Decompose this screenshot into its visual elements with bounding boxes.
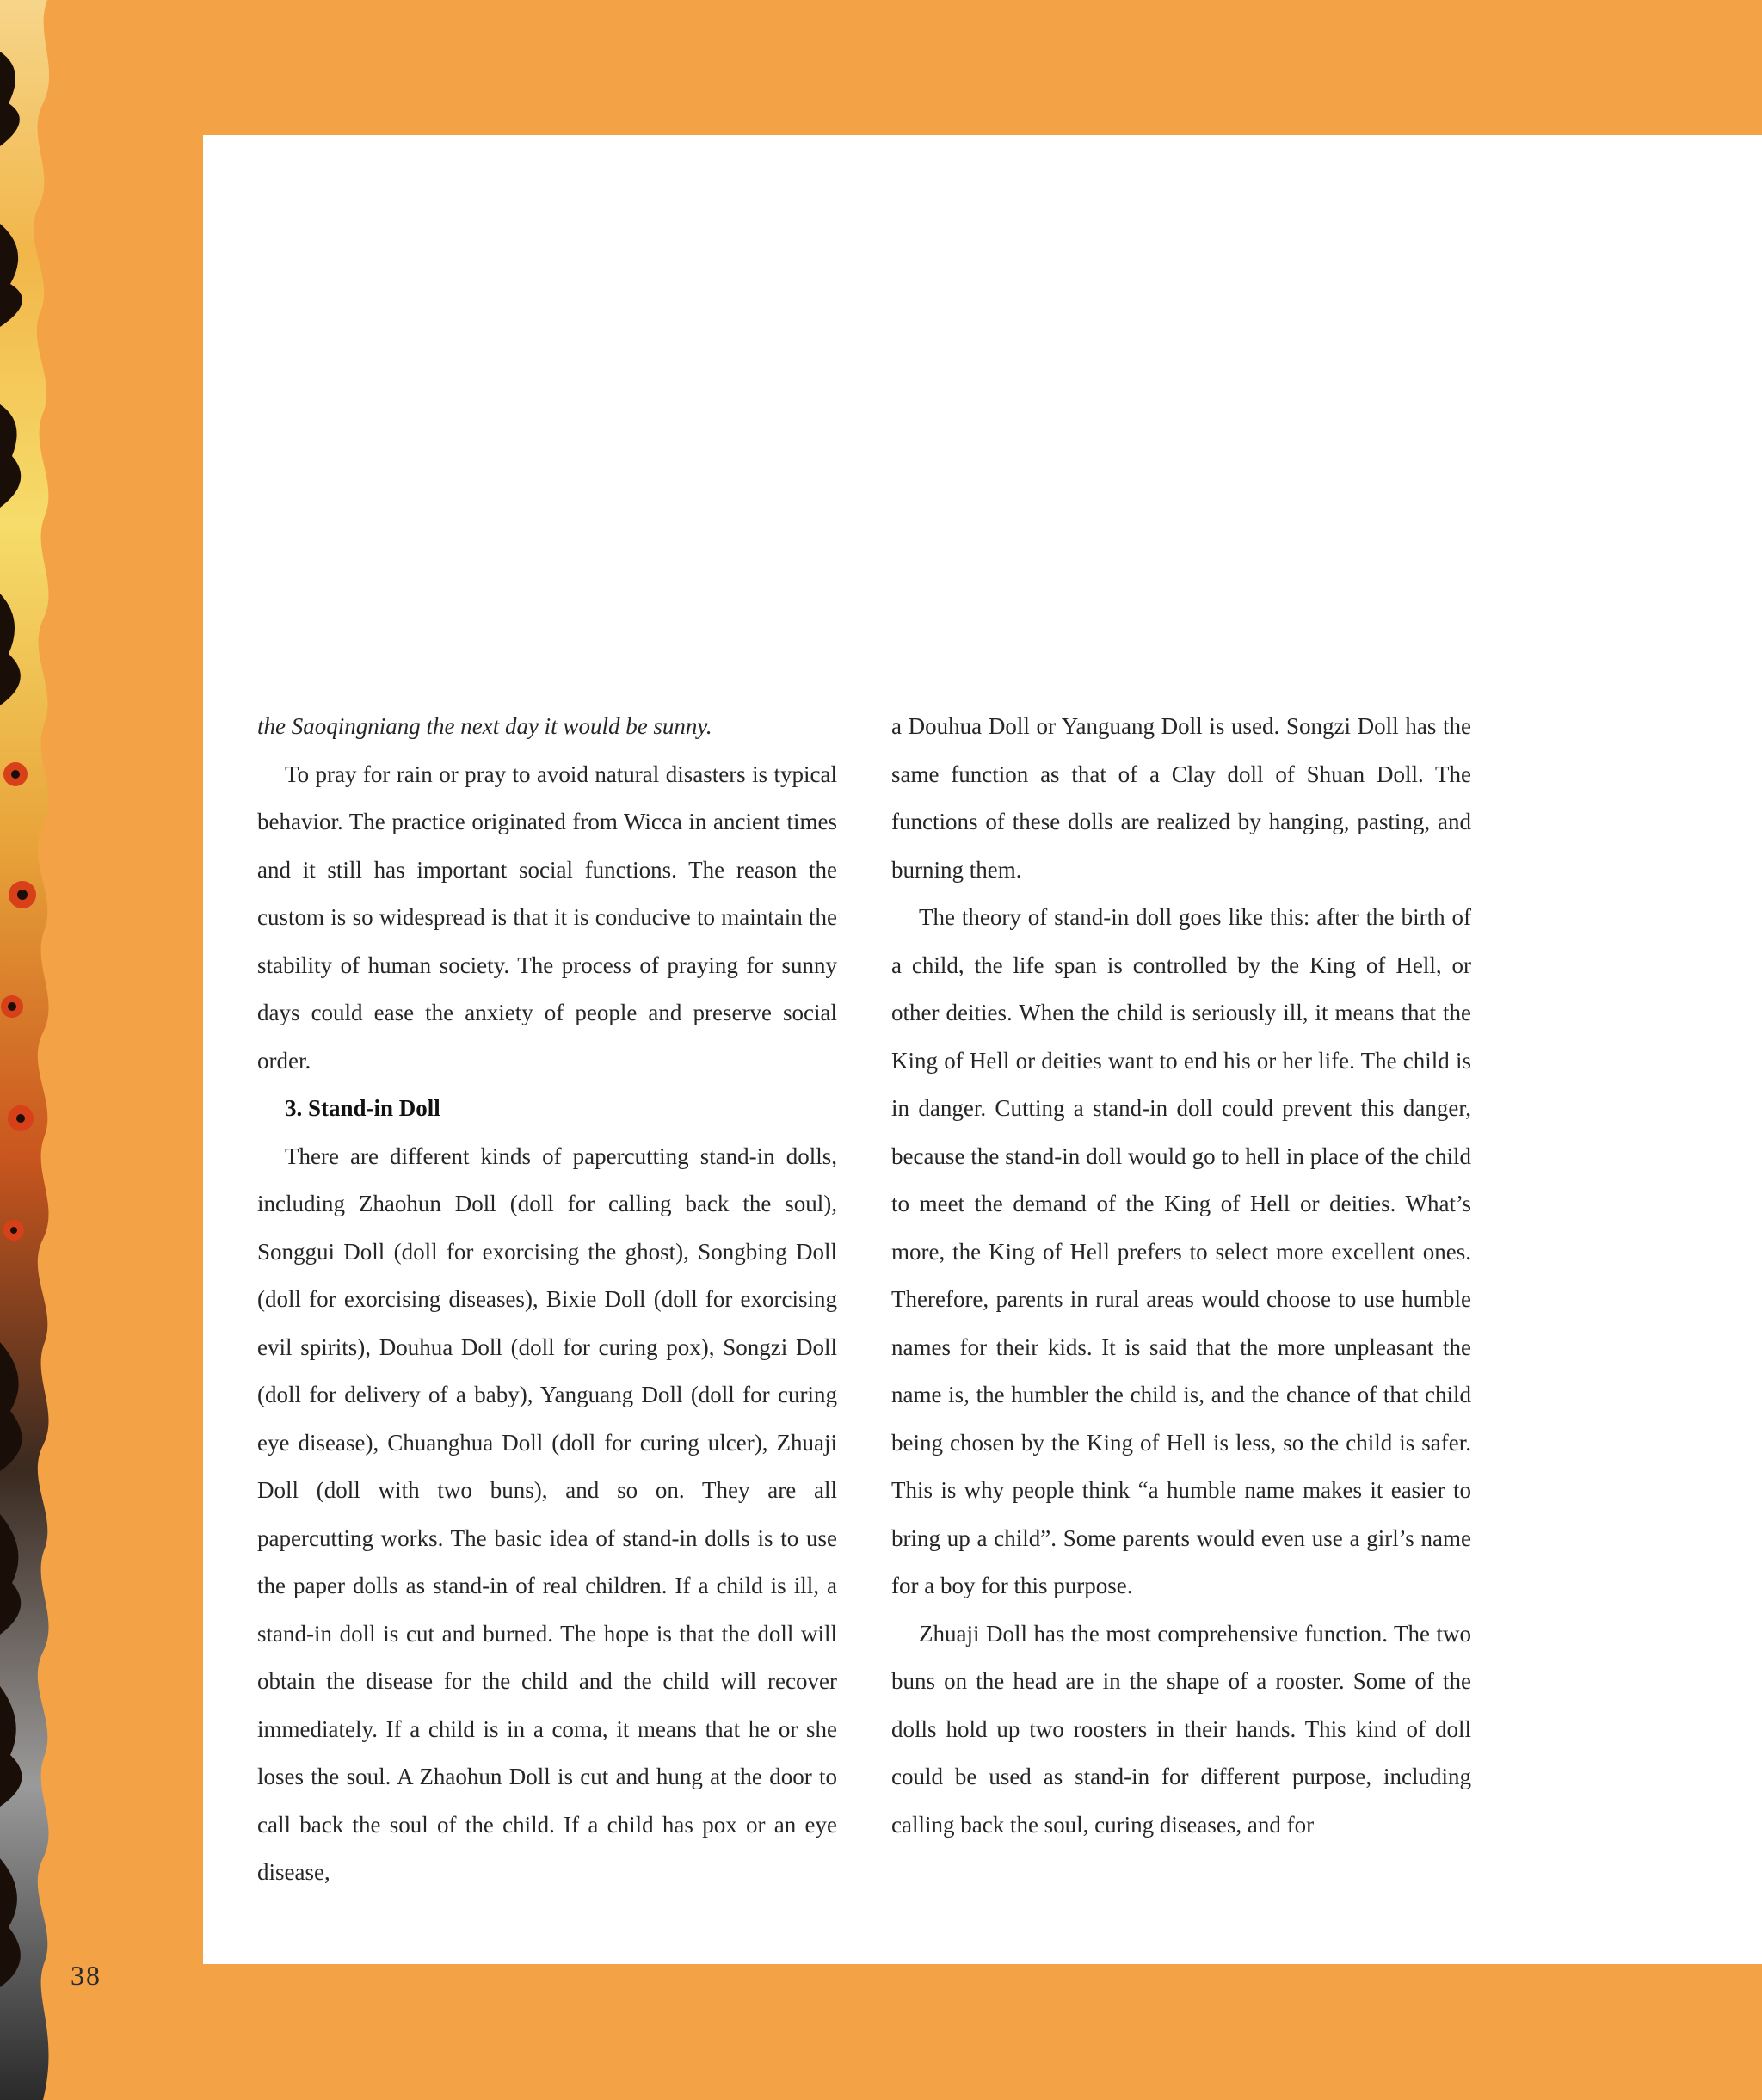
page-number: 38 [71, 1960, 102, 1991]
right-text-column [891, 703, 1471, 1849]
left-text-column [257, 703, 837, 1897]
papercut-flower-border-icon [0, 0, 62, 2100]
paragraph: There are different kinds of papercutting stand-in dolls, including Zhaohun Doll (doll for calling back the soul), Songgui Doll (doll for exorcising the ghost), Songbing Doll (doll for exorcising diseases), Bixie Doll (doll for exorcising evil spirits), Douhua Doll (doll for curing pox), Songzi Doll (doll for delivery of a baby), Yanguang Doll (doll for curing eye disease), Chuanghua Doll (doll for curing ulcer), Zhuaji Doll (doll with two buns), and so on. They are all papercutting works. The basic idea of stand-in dolls is to use the paper dolls as stand-in of real children. If a child is ill, a stand-in doll is cut and burned. The hope is that the doll will obtain the disease for the child and the child will recover immediately. If a child is in a coma, it means that he or she loses the soul. A Zhaohun Doll is cut and hung at the door to call back the soul of the child. If a child has pox or an eye disease, [257, 1142, 837, 1885]
section-heading: 3. Stand-in Doll [285, 1095, 440, 1121]
paragraph: a Douhua Doll or Yanguang Doll is used. Songzi Doll has the same function as that of a Clay doll of Shuan Doll. The functions of these dolls are realized by hanging, pasting, and burning them. [891, 713, 1471, 883]
paragraph: the Saoqingniang the next day it would be sunny. [257, 713, 712, 739]
paragraph: To pray for rain or pray to avoid natural disasters is typical behavior. The practice originated from Wicca in ancient times and it still has important social functions. The reason the custom is so widespread is that it is conducive to maintain the stability of human society. The process of praying for sunny days could ease the anxiety of people and preserve social order. [257, 761, 837, 1074]
paragraph: Zhuaji Doll has the most comprehensive function. The two buns on the head are in the shape of a rooster. Some of the dolls hold up two roosters in their hands. This kind of doll could be used as stand-in for different purpose, including calling back the soul, curing diseases, and for [891, 1620, 1471, 1838]
paragraph: The theory of stand-in doll goes like this: after the birth of a child, the life span is controlled by the King of Hell, or other deities. When the child is seriously ill, it means that the King of Hell or deities want to end his or her life. The child is in danger. Cutting a stand-in doll could prevent this danger, because the stand-in doll would go to hell in place of the child to meet the demand of the King of Hell or deities. What’s more, the King of Hell prefers to select more excellent ones. Therefore, parents in rural areas would choose to use humble names for their kids. It is said that the more unpleasant the name is, the humbler the child is, and the chance of that child being chosen by the King of Hell is less, so the child is safer. This is why people think “a humble name makes it easier to bring up a child”. Some parents would even use a girl’s name for a boy for this purpose. [891, 904, 1471, 1598]
page-panel [203, 135, 1762, 1964]
